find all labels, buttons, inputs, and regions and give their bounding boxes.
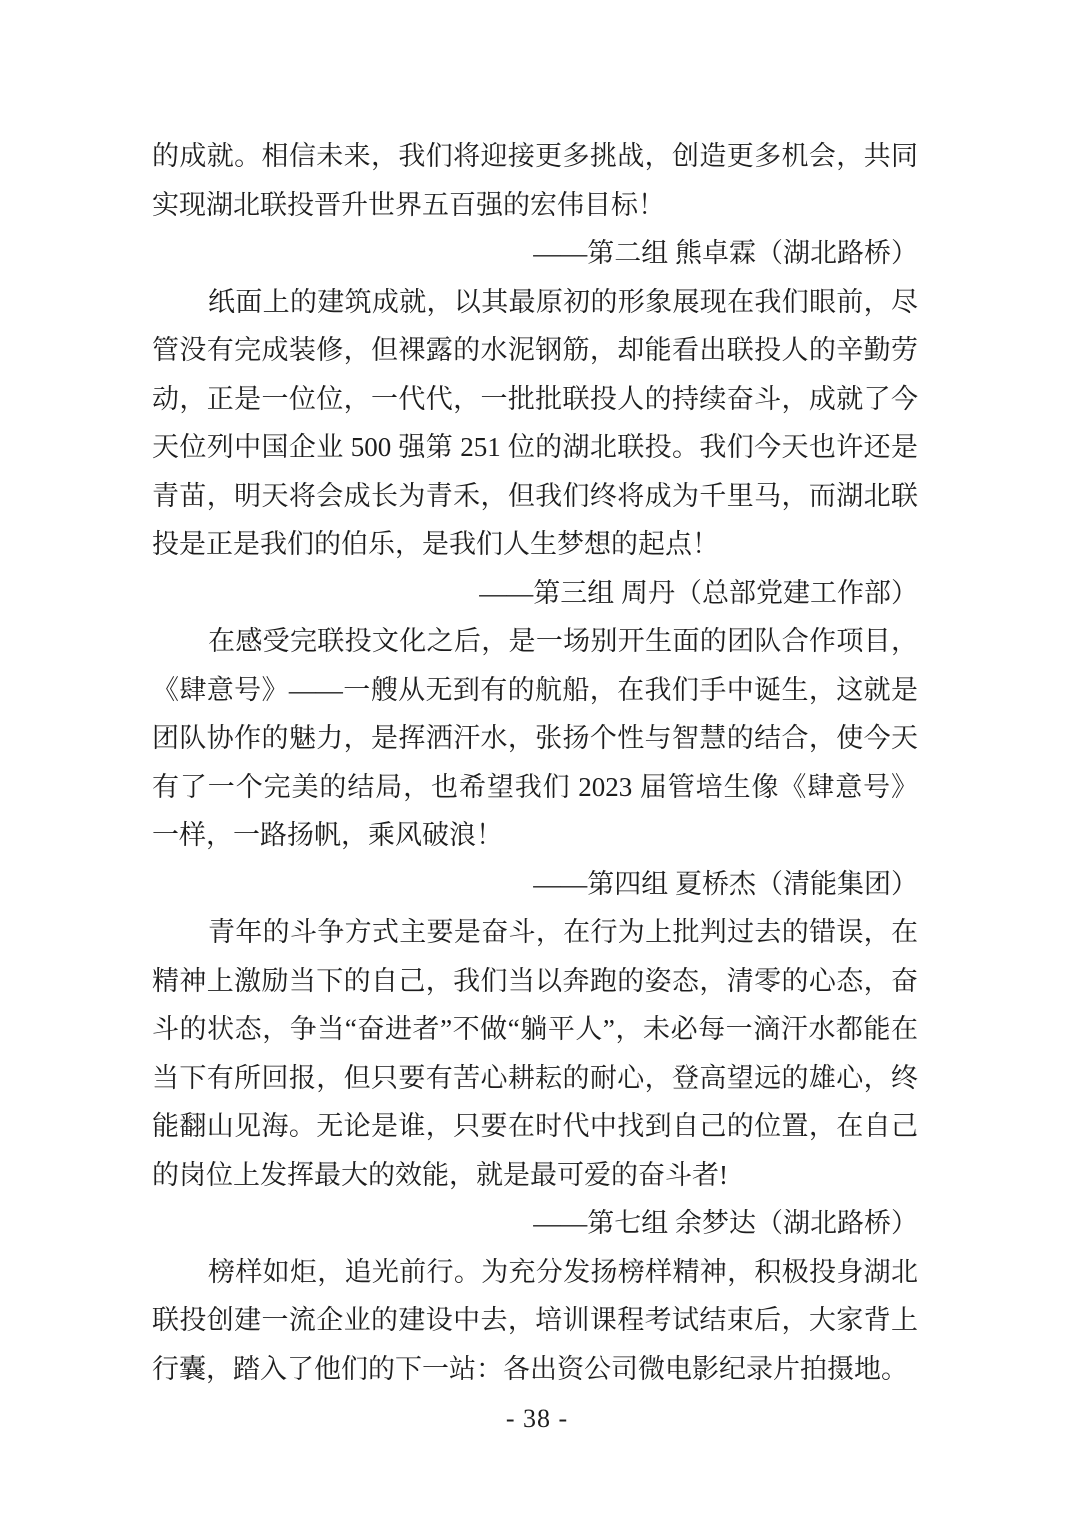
body-paragraph: 在感受完联投文化之后，是一场别开生面的团队合作项目，《肆意号》——一艘从无到有的航船，在我们手中诞生，这就是团队协作的魅力，是挥洒汗水，张扬个性与智慧的结合，使今天有了一个完美的结局，也希望我们 2023 届管培生像《肆意号》一样，一路扬帆，乘风破浪！ <box>152 626 918 850</box>
quote-attribution-group-4: ——第四组 夏桥杰（清能集团） <box>533 868 918 899</box>
quote-attribution-group-2: ——第二组 熊卓霖（湖北路桥） <box>533 238 918 268</box>
document-text-block <box>152 132 918 1393</box>
body-paragraph: 青年的斗争方式主要是奋斗，在行为上批判过去的错误，在精神上激励当下的自己，我们当以奔跑的姿态，清零的心态，奋斗的状态，争当“奋进者”不做“躺平人”，未必每一滴汗水都能在当下有所回报，但只要有苦心耕耘的耐心，登高望远的雄心，终能翻山见海。无论是谁，只要在时代中找到自己的位置，在自己的岗位上发挥最大的效能，就是最可爱的奋斗者! <box>152 917 918 1190</box>
page-number: - 38 - <box>505 1404 569 1433</box>
body-paragraph-continuation: 的成就。相信未来，我们将迎接更多挑战，创造更多机会，共同实现湖北联投晋升世界五百强的宏伟目标！ <box>152 141 918 220</box>
quote-attribution-group-7: ——第七组 余梦达（湖北路桥） <box>533 1208 918 1238</box>
body-paragraph: 纸面上的建筑成就，以其最原初的形象展现在我们眼前，尽管没有完成装修，但裸露的水泥钢筋，却能看出联投人的辛勤劳动，正是一位位，一代代，一批批联投人的持续奋斗，成就了今天位列中国企业 500 强第 251 位的湖北联投。我们今天也许还是青苗，明天将会成长为青禾，但我们终将成为千里马，而湖北联投是正是我们的伯乐，是我们人生梦想的起点！ <box>152 286 918 559</box>
body-paragraph: 榜样如炬，追光前行。为充分发扬榜样精神，积极投身湖北联投创建一流企业的建设中去，培训课程考试结束后，大家背上行囊，踏入了他们的下一站：各出资公司微电影纪录片拍摄地。 <box>152 1256 918 1384</box>
quote-attribution-group-3: ——第三组 周丹（总部党建工作部） <box>479 577 918 608</box>
